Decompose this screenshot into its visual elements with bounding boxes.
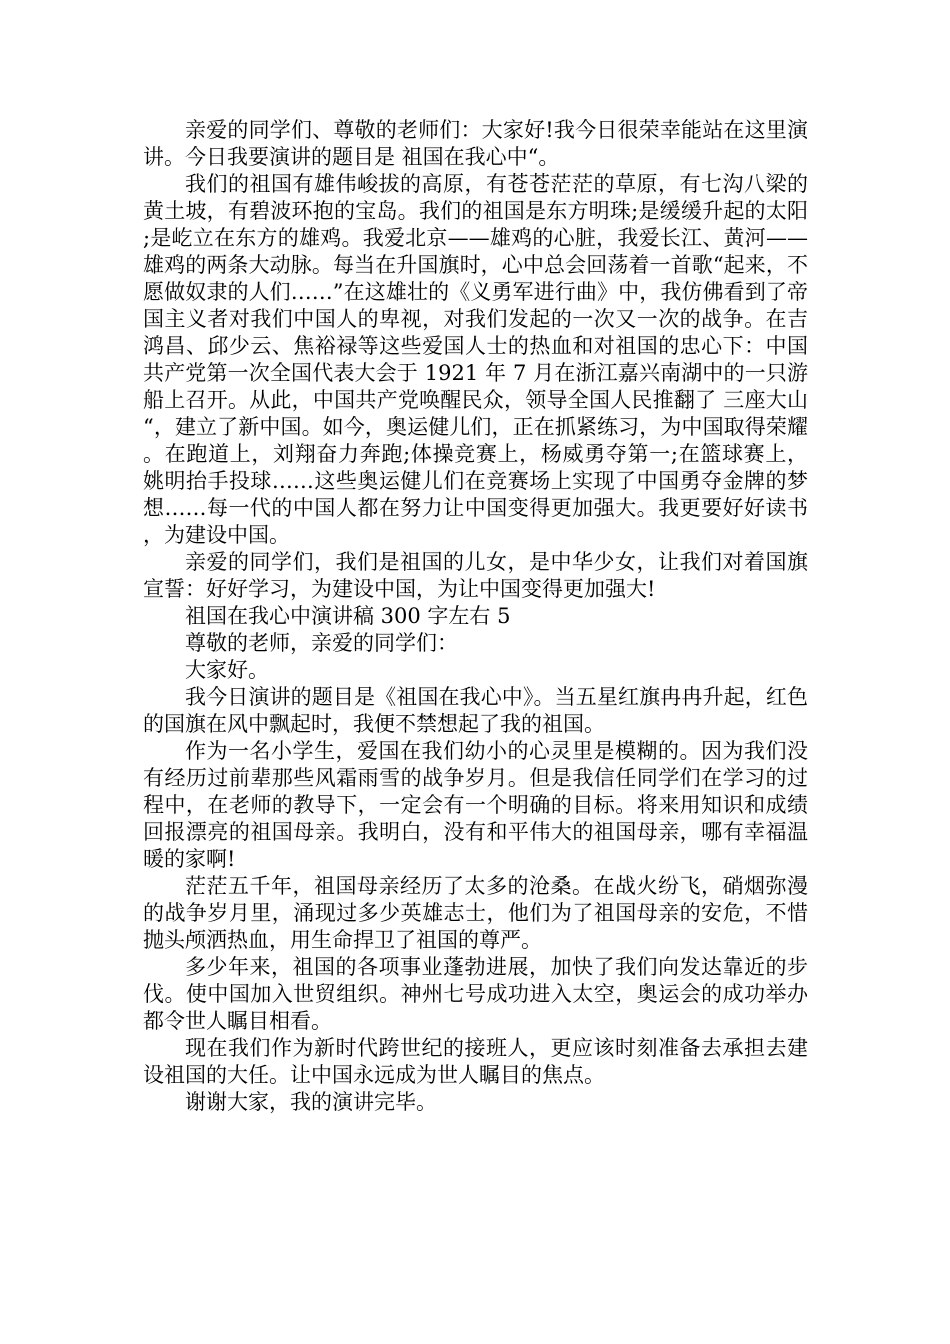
paragraph-greeting: 亲爱的同学们、尊敬的老师们：大家好!我今日很荣幸能站在这里演讲。今日我要演讲的题目是 祖国在我心中“。 xyxy=(143,118,808,169)
speech-body xyxy=(143,117,808,1116)
speech-title-line: 祖国在我心中演讲稿 300 字左右 5 xyxy=(185,604,511,628)
paragraph-motherland: 我们的祖国有雄伟峻拔的高原，有苍苍茫茫的草原，有七沟八梁的黄土坡，有碧波环抱的宝岛。我们的祖国是东方明珠;是缓缓升起的太阳;是屹立在东方的雄鸡。我爱北京——雄鸡的心脏，我爱长江、黄河——雄鸡的两条大动脉。每当在升国旗时，心中总会回荡着一首歌“起来，不愿做奴隶的人们……”在这雄壮的《义勇军进行曲》中，我仿佛看到了帝国主义者对我们中国人的卑视，对我们发起的一次又一次的战争。在吉鸿昌、邱少云、焦裕禄等这些爱国人士的热血和对祖国的忠心下：中国共产党第一次全国代表大会于 1921 年 7 月在浙江嘉兴南湖中的一只游船上召开。从此，中国共产党唤醒民众，领导全国人民推翻了 三座大山“，建立了新中国。如今，奥运健儿们，正在抓紧练习，为中国取得荣耀。在跑道上，刘翔奋力奔跑;体操竞赛上，杨威勇夺第一;在篮球赛上，姚明抬手投球……这些奥运健儿们在竞赛场上实现了中国勇夺金牌的梦想……每一代的中国人都在努力让中国变得更加强大。我更要好好读书，为建设中国。 xyxy=(143,172,808,547)
paragraph-student: 作为一名小学生，爱国在我们幼小的心灵里是模糊的。因为我们没有经历过前辈那些风霜雨雪的战争岁月。但是我信任同学们在学习的过程中，在老师的教导下，一定会有一个明确的目标。将来用知识和成绩回报漂亮的祖国母亲。我明白，没有和平伟大的祖国母亲，哪有幸福温暖的家啊! xyxy=(143,739,808,871)
paragraph-topic: 我今日演讲的题目是《祖国在我心中》。当五星红旗冉冉升起，红色的国旗在风中飘起时，我便不禁想起了我的祖国。 xyxy=(143,685,808,736)
paragraph-history: 茫茫五千年，祖国母亲经历了太多的沧桑。在战火纷飞，硝烟弥漫的战争岁月里，涌现过多少英雄志士，他们为了祖国母亲的安危，不惜抛头颅洒热血，用生命捍卫了祖国的尊严。 xyxy=(143,874,808,952)
paragraph-progress: 多少年来，祖国的各项事业蓬勃进展，加快了我们向发达靠近的步伐。使中国加入世贸组织。神州七号成功进入太空，奥运会的成功举办都令世人瞩目相看。 xyxy=(143,955,808,1033)
salutation: 尊敬的老师，亲爱的同学们： xyxy=(185,631,458,655)
greeting-line: 大家好。 xyxy=(185,658,269,682)
paragraph-pledge: 亲爱的同学们，我们是祖国的儿女，是中华少女，让我们对着国旗宣誓：好好学习，为建设中国，为让中国变得更加强大! xyxy=(143,550,808,601)
paragraph-future: 现在我们作为新时代跨世纪的接班人，更应该时刻准备去承担去建设祖国的大任。让中国永远成为世人瞩目的焦点。 xyxy=(143,1036,808,1087)
closing-line: 谢谢大家，我的演讲完毕。 xyxy=(185,1090,437,1114)
